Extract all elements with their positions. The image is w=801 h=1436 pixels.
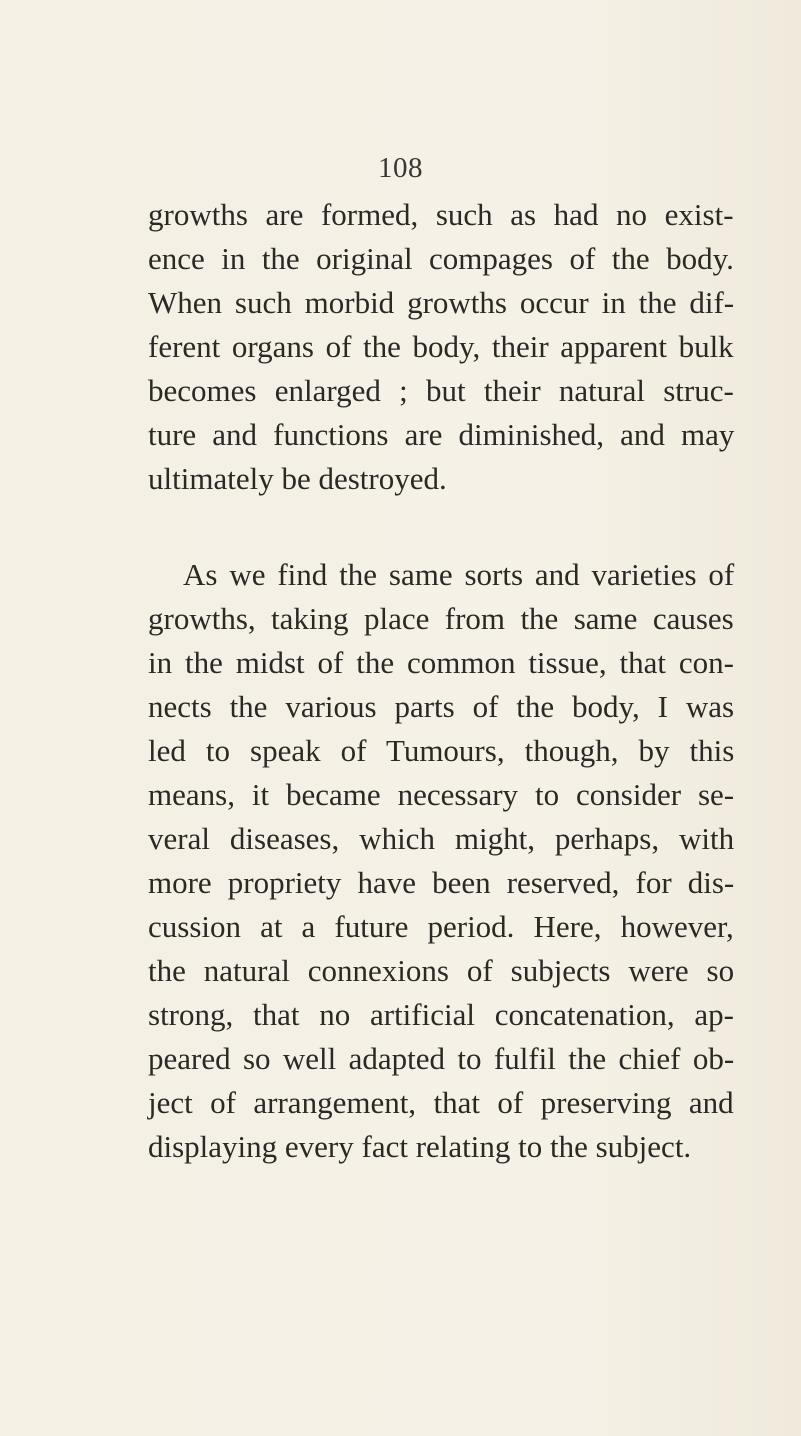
text-line: displaying every fact relating to the subject. [148,1129,692,1164]
text-line: more propriety have been reserved, for dis- [148,865,735,900]
text-line: As we find the same sorts and varieties of [183,557,735,592]
text-line: peared so well adapted to fulfil the chief ob- [148,1041,735,1076]
text-line: the natural connexions of subjects were so [148,953,735,988]
text-line: means, it became necessary to consider se- [148,777,735,812]
text-line: ence in the original compages of the body. [148,241,734,276]
text-line: ture and functions are diminished, and may [148,417,735,452]
text-line: in the midst of the common tissue, that con- [148,645,734,680]
text-line: veral diseases, which might, perhaps, with [148,821,735,856]
page-number: 108 [378,152,423,184]
text-line: ject of arrangement, that of preserving and [148,1085,734,1120]
text-line: ultimately be destroyed. [148,461,447,496]
text-line: nects the various parts of the body, I was [148,689,735,724]
text-line: When such morbid growths occur in the dif- [148,285,735,320]
text-line: strong, that no artificial concatenation, ap- [148,997,734,1032]
text-line: led to speak of Tumours, though, by this [148,733,735,768]
text-line: growths are formed, such as had no exist- [148,197,734,232]
text-line: growths, taking place from the same causes [148,601,734,636]
text-line: ferent organs of the body, their apparent bulk [148,329,734,364]
text-line: cussion at a future period. Here, however, [148,909,734,944]
text-line: becomes enlarged ; but their natural struc- [148,373,734,408]
